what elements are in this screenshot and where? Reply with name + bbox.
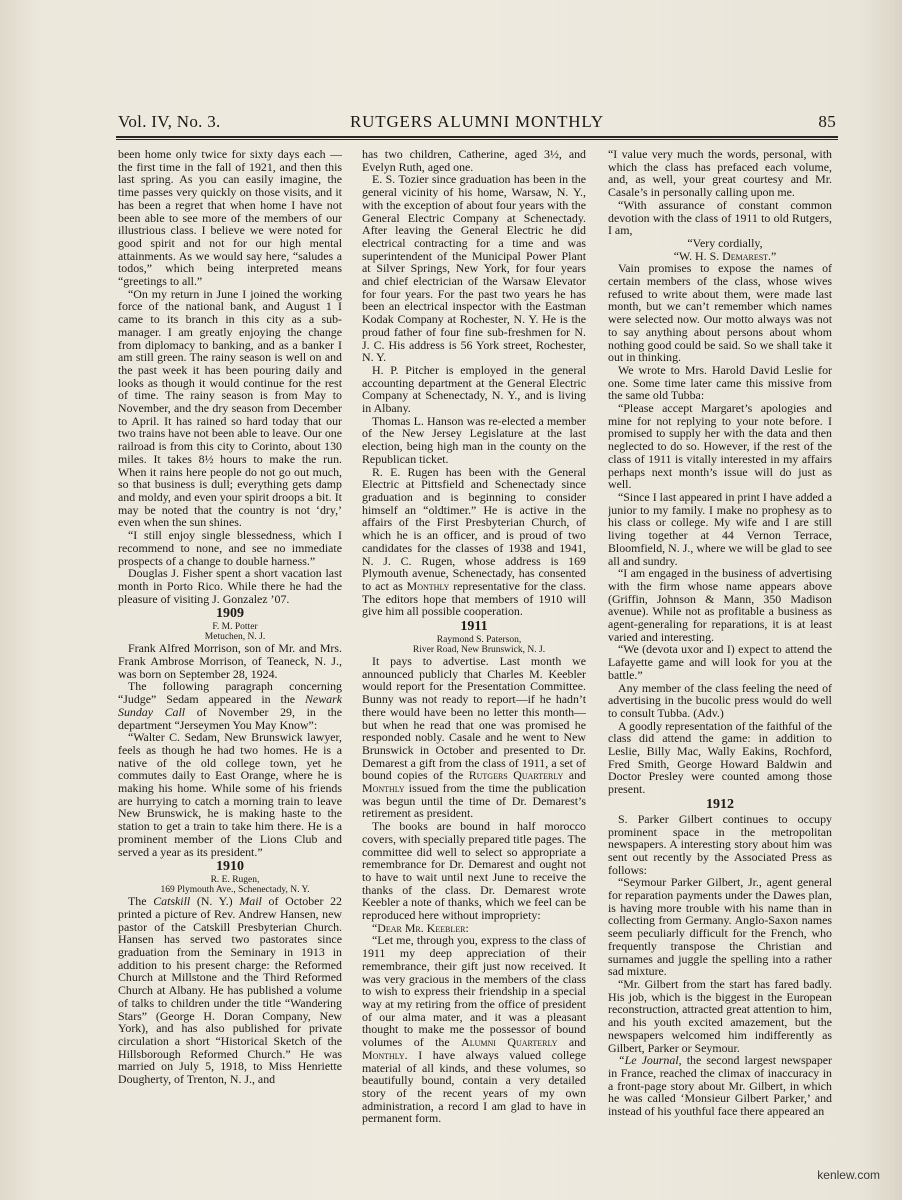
publication-name: Monthly [406,578,450,593]
publication-name: Monthly [362,781,405,796]
text-run: and [557,1035,586,1050]
paragraph [362,655,586,820]
paragraph: A goodly representation of the faithful of the class did attend the game: in addition to Leslie, Billy Mac, Wally Eakins, Rochford, Fred Smith, George Howard Baldwin and Doctor Presley were counted among those present. [608,718,832,797]
column-1 [118,148,342,1148]
paragraph: “On my return in June I joined the working force of the national bank, and August 1 I came to its branch in this city as a sub-manager. I am greatly enjoying the change from diplomacy to banking, and as a banker I am still green. The rainy season is well on and the past week it has been pouring daily and looks as though it would continue for the rest of time. The rainy season is from May to November, and the dry season from December to April. It has rained so hard today that our two trains have not been able to leave. Our one railroad is from this city to Corinto, about 130 miles. It takes 8½ hours to make the run. When it rains here people do not go out much, so that business is dull; everything gets damp and moldy, and even your spirit droops a bit. It may be noted that the country is not ‘dry,’ even when the sun shines. [118,286,342,530]
journal-title: RUTGERS ALUMNI MONTHLY [350,112,604,131]
class-secretary-name: Raymond S. Paterson, [436,635,522,646]
paragraph: The books are bound in half morocco covers, with specially prepared title pages. The committee did well to select so appropriate a remembrance for Dr. Demarest and ought not to have to wait until next June to receive the thanks of the class. Dr. Demarest wrote Keebler a note of thanks, which we feel can be reproduced here without impropriety: [362,819,586,923]
newspaper-title: Catskill [153,894,191,909]
newspaper-title: “Le Journal [618,1053,679,1068]
newspaper-title: Mail [239,894,262,909]
paragraph: Douglas J. Fisher spent a short vacation last month in Porto Rico. While there he had the pleasure of visiting J. Gonzalez ’07. [118,566,342,606]
letter-closing: “Very cordially, [687,235,763,250]
paragraph: H. P. Pitcher is employed in the general accounting department at the General Electric Company at Schenectady, N. Y., and is living in Albany. [362,362,586,416]
text-run: R. E. Rugen has been with the General Electric at Pittsfield and Schenectady since graduation and is beginning to consider himself an “oldtimer.” He is active in the affairs of the First Presbyterian Church, of which he is an officer, and is proud of two candidates for the classes of 1938 and 1941, N. J. C. Rugen, whose address is 169 Plymouth avenue, Schenectady, has consented to act as [362,464,586,593]
paragraph: Thomas L. Hanson was re-elected a member of the New Jersey Legislature at the last election, being high man in the county on the Republican ticket. [362,413,586,466]
class-secretary-address: Metuchen, N. J. [204,632,266,643]
paragraph: Any member of the class feeling the need of advertising in the bucolic press would do well to consult Tubba. (Adv.) [608,680,832,720]
text-run: of November 29, in the department “Jerseymen You May Know”: [118,704,342,732]
paragraph: Vain promises to expose the names of certain members of the class, whose wives refused to write about them, were made last month, but we can’t remember which names were selected now. Our motto always was not to say anything about persons about whom nothing good could be said. So we shall take it out in thinking. [608,261,832,365]
publication-name: Rutgers Quarterly [468,768,564,783]
class-year-heading-1911: 1911 [460,619,488,635]
paragraph [362,934,586,1125]
paragraph: We wrote to Mrs. Harold David Leslie for one. Some time later came this missive from the same old Tubba: [608,362,832,403]
text-run: The [128,894,154,909]
paragraph: “I am engaged in the business of advertising with the firm whose name appears above (Griffin, Johnson & Mann, 350 Madison avenue). While not as profitable a business as agent-generaling for reparations, it is at least varied and interesting. [608,566,832,644]
class-year-heading-1912: 1912 [706,796,734,812]
paragraph: Frank Alfred Morrison, son of Mr. and Mrs. Frank Ambrose Morrison, of Teaneck, N. J., was born on September 28, 1924. [118,641,342,681]
paragraph: S. Parker Gilbert continues to occupy prominent space in the metropolitan newspapers. A interesting story about him was sent out recently by the Associated Press as follows: [608,811,832,877]
paragraph: “Mr. Gilbert from the start has fared badly. His job, which is the biggest in the European reconstruction, attracted great attention to him, and his youth excited amazement, but the newspapers welcomed him indifferently as Gilbert, Parker or Seymour. [608,977,832,1055]
column-2 [362,148,586,1148]
paragraph: “With assurance of constant common devotion with the class of 1911 to old Rutgers, I am, [608,197,832,238]
running-header [118,108,836,134]
text-run: . I have always valued college material of all kinds, and these volumes, so beautifully bound, contain a very detailed story of the recent years of my own administration, a record I am glad to have in permanent form. [362,1047,586,1126]
watermark: kenlew.com [817,1168,880,1182]
text-run: The following paragraph concerning “Judge” Sedam appeared in the [118,679,342,707]
header-rule [116,136,838,140]
volume-number: Vol. IV, No. 3. [118,112,221,131]
paragraph: “Seymour Parker Gilbert, Jr., agent general for reparation payments under the Dawes plan, is having more trouble with his name than in collecting from Germany. Anglo-Saxon names seem peculiarly difficult for the French, who frequently transpose the Christian and surnames and juggle the spelling into a rather sad mixture. [608,875,832,979]
class-secretary-name: F. M. Potter [212,622,258,633]
paragraph [608,1054,832,1118]
letter-signature: “W. H. S. Demarest.” [673,248,777,263]
class-secretary-address: 169 Plymouth Ave., Schenectady, N. Y. [160,885,310,896]
newspaper-title: Newark Sunday Call [118,692,342,719]
text-run: (N. Y.) [190,894,240,909]
text-run: It pays to advertise. Last month we announced publicly that Charles M. Keebler would report for the Presentation Committee. Bunny was not ready to report—if he hadn’t there would have been no letter this month—but when he read that one was promised he responded nobly. Casale and he went to New Brunswick in October and presented to Dr. Demarest a gift from the class of 1911, a set of bound copies of the [362,654,586,783]
publication-name: Monthly [362,1047,405,1062]
letter-salutation: “Dear Mr. Keebler: [372,920,469,935]
class-secretary-address: River Road, New Brunswick, N. J. [412,645,546,656]
paragraph: “Please accept Margaret’s apologies and mine for not replying to your note before. I promised to supply her with the data and then neglected to do so. However, if the rest of the class of 1911 is vitally interested in my affairs perhaps next month’s issue will do just as well. [608,401,832,492]
text-run: representative for the class. The editors hope that members of 1910 will give him all possible cooperation. [362,578,586,619]
text-run: issued from the time the publication was begun until the time of Dr. Demarest’s retirement as president. [362,781,586,821]
paragraph [118,895,342,1086]
column-3 [608,148,832,1148]
paragraph: “We (devota uxor and I) expect to attend the Lafayette game and will look for you at the battle.” [608,642,832,682]
text-run: and [563,768,586,783]
class-secretary-name: R. E. Rugen, [210,875,260,886]
class-year-heading-1910: 1910 [216,859,244,875]
class-year-heading-1909: 1909 [216,606,244,622]
paragraph: E. S. Tozier since graduation has been in the general vicinity of his home, Warsaw, N. Y., with the exception of about four years with the General Electric Company at Schenectady. After leaving the General Electric he did electrical contracting for a time and was superintendent of the Municipal Power Plant at Silver Springs, New York, for four years and chief electrician of the Warsaw Elevator for four years. For the past two years he has been an electrical inspector with the Eastman Kodak Company at Rochester, N. Y. He is the proud father of four fine sub-freshmen for N. J. C. His address is 56 York street, Rochester, N. Y. [362,172,586,365]
paragraph: “Since I last appeared in print I have added a junior to my family. I make no prophesy as to his class or college. My wife and I are still living together at 44 Vernon Terrace, Bloomfield, N. J., where we will be glad to see all and sundry. [608,489,832,568]
publication-name: Alumni Quarterly [461,1035,558,1050]
page-number: 85 [818,112,836,131]
paragraph [118,680,342,731]
paragraph: “I still enjoy single blessedness, which I recommend to none, and see no immediate prospects of a change to double harness.” [118,528,342,568]
paragraph: “I value very much the words, personal, with which the class has prefaced each volume, and, as well, your great courtesy and Mr. Casale’s in personally calling upon me. [608,148,832,200]
paragraph: has two children, Catherine, aged 3½, and Evelyn Ruth, aged one. [362,148,586,174]
text-run: of October 22 printed a picture of Rev. Andrew Hansen, new pastor of the Catskill Presbyterian Church. Hansen has served two pastorates since graduation from the Seminary in 1913 in addition to his present charge: the Reformed Church at Millstone and the Third Reformed Church at Albany. He has published a volume of talks to children under the title “Wandering Stars” (George H. Doran Company, New York), and has also published for private circulation a short “Historical Sketch of the Hillsborough Reformed Church.” He was married on July 5, 1918, to Miss Henriette Dougherty, of Trenton, N. J., and [118,894,342,1087]
paragraph: “Walter C. Sedam, New Brunswick lawyer, feels as though he had two homes. He is a native of the old college town, yet he commutes daily to East Orange, where he is making his home. While some of his friends are hurrying to catch a morning train to leave New Brunswick, he is making haste to the station to get a train to take him there. He is a prominent member of the Lions Club and served a year as its president.” [118,730,342,859]
text-run: “Let me, through you, express to the class of 1911 my deep appreciation of their remembrance, their gift just now received. It was very gracious in the members of the class to wish to express their friendship in a special way at my retiring from the office of president of our alma mater, and it was a pleasant thought to make me the possessor of bound volumes of the [362,933,586,1050]
paragraph: been home only twice for sixty days each —the first time in the fall of 1921, and then this last spring. As you can easily imagine, the time passes very quickly on those visits, and it has been a regret that when home I have not been able to see more of the members of our illustrious class. I believe we were noted for good spirit and not for our high mental attainments. As we would say here, “saludes a todos,” which being interpreted means “greetings to all.” [118,148,342,289]
paragraph [362,466,586,618]
text-run: , the second largest newspaper in France, reached the climax of inaccuracy in a front-page story about Mr. Gilbert, in which he was called ‘Monsieur Gilbert Parker,’ and instead of his youthful face there appeared an [608,1053,832,1119]
